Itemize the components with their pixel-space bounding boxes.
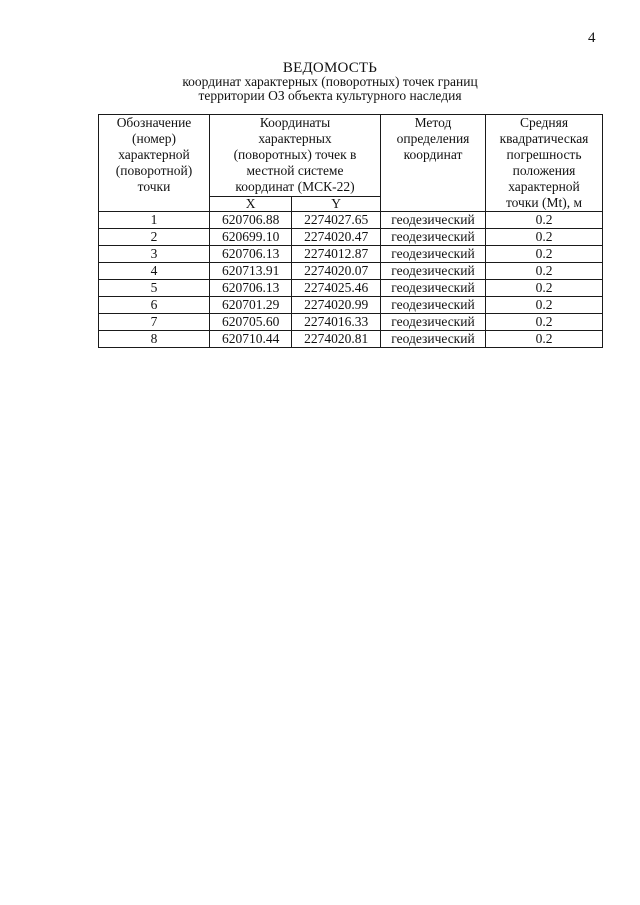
- header-designation-line: характерной: [118, 147, 190, 162]
- error-value: 0.2: [486, 297, 603, 314]
- table-row: [99, 297, 603, 314]
- error-value: 0.2: [486, 212, 603, 229]
- method: геодезический: [381, 280, 486, 297]
- page-number: 4: [588, 30, 596, 46]
- coord-y: 2274027.65: [292, 212, 381, 229]
- coord-x: 620699.10: [210, 229, 292, 246]
- point-number: 1: [99, 212, 210, 229]
- header-coordinates-line: координат (МСК-22): [235, 179, 355, 194]
- error-value: 0.2: [486, 246, 603, 263]
- table-row: [99, 280, 603, 297]
- header-coordinates-line: (поворотных) точек в: [233, 147, 357, 162]
- title-line-1: координат характерных (поворотных) точек границ: [182, 74, 478, 89]
- point-number: 6: [99, 297, 210, 314]
- header-designation-line: точки: [137, 179, 171, 194]
- header-designation: [99, 115, 210, 212]
- coord-x: 620713.91: [210, 263, 292, 280]
- table-row: [99, 314, 603, 331]
- method: геодезический: [381, 229, 486, 246]
- coord-x: 620706.13: [210, 280, 292, 297]
- header-x: X: [210, 197, 292, 212]
- point-number: 3: [99, 246, 210, 263]
- coord-y: 2274020.47: [292, 229, 381, 246]
- header-coordinates-line: местной системе: [246, 163, 344, 178]
- point-number: 5: [99, 280, 210, 297]
- header-error: [486, 115, 603, 212]
- table-row: [99, 331, 603, 348]
- method: геодезический: [381, 212, 486, 229]
- coordinates-table: [98, 114, 603, 348]
- coord-y: 2274025.46: [292, 280, 381, 297]
- error-value: 0.2: [486, 280, 603, 297]
- header-method-line: координат: [403, 147, 463, 162]
- header-coordinates-line: характерных: [258, 131, 332, 146]
- error-value: 0.2: [486, 314, 603, 331]
- header-coordinates-line: Координаты: [259, 115, 331, 130]
- coord-y: 2274012.87: [292, 246, 381, 263]
- coord-x: 620701.29: [210, 297, 292, 314]
- method: геодезический: [381, 331, 486, 348]
- method: геодезический: [381, 314, 486, 331]
- document-title: [150, 61, 510, 103]
- method: геодезический: [381, 263, 486, 280]
- method: геодезический: [381, 297, 486, 314]
- coord-x: 620710.44: [210, 331, 292, 348]
- header-error-line: квадратическая: [499, 131, 589, 146]
- header-error-line: положения: [512, 163, 576, 178]
- header-designation-line: (номер): [132, 131, 176, 146]
- header-error-line: Средняя: [519, 115, 569, 130]
- title-main: ВЕДОМОСТЬ: [282, 60, 378, 76]
- header-designation-line: (поворотной): [115, 163, 193, 178]
- table-row: [99, 212, 603, 229]
- title-line-2: территории ОЗ объекта культурного наследия: [198, 88, 462, 103]
- coord-x: 620705.60: [210, 314, 292, 331]
- error-value: 0.2: [486, 263, 603, 280]
- header-method: [381, 115, 486, 212]
- header-error-line: погрешность: [506, 147, 582, 162]
- error-value: 0.2: [486, 331, 603, 348]
- coord-y: 2274020.81: [292, 331, 381, 348]
- method: геодезический: [381, 246, 486, 263]
- error-value: 0.2: [486, 229, 603, 246]
- header-method-line: Метод: [414, 115, 452, 130]
- table-row: [99, 246, 603, 263]
- header-coordinates: [210, 115, 381, 197]
- table-row: [99, 263, 603, 280]
- header-error-line: характерной: [508, 179, 580, 194]
- point-number: 7: [99, 314, 210, 331]
- coord-y: 2274016.33: [292, 314, 381, 331]
- point-number: 4: [99, 263, 210, 280]
- coord-y: 2274020.99: [292, 297, 381, 314]
- header-method-line: определения: [396, 131, 470, 146]
- header-error-line: точки (Mt), м: [505, 195, 583, 210]
- header-designation-line: Обозначение: [116, 115, 192, 130]
- header-y: Y: [292, 197, 381, 212]
- coord-y: 2274020.07: [292, 263, 381, 280]
- coord-x: 620706.13: [210, 246, 292, 263]
- point-number: 8: [99, 331, 210, 348]
- point-number: 2: [99, 229, 210, 246]
- table-row: [99, 229, 603, 246]
- coord-x: 620706.88: [210, 212, 292, 229]
